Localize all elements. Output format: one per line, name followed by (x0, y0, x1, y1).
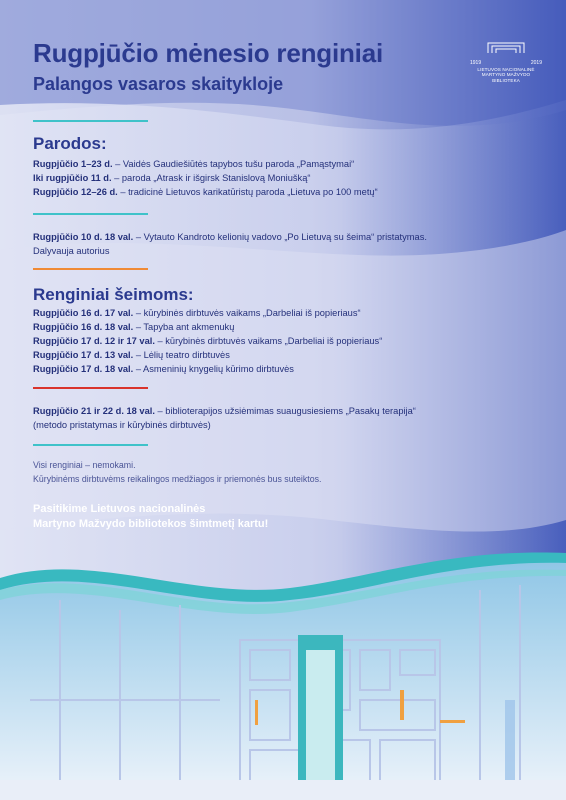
exhibitions-heading: Parodos: (33, 134, 107, 153)
therapy-event-note: (metodo pristatymas ir kūrybinės dirbtuvės) (33, 420, 211, 430)
therapy-event: Rugpjūčio 21 ir 22 d. 18 val. – biblioterapijos užsiėmimas suaugusiesiems „Pasakų terapija“ (33, 406, 416, 416)
presentation-event: Rugpjūčio 10 d. 18 val. – Vytauto Kandroto kelionių vadovo „Po Lietuvą su šeima“ pristatymas. (33, 232, 427, 242)
logo-org-name (470, 67, 542, 83)
list-item: Rugpjūčio 1–23 d. – Vaidės Gaudiešiūtės tapybos tušu paroda „Pamąstymai“ (33, 159, 355, 169)
logo-org-line: BIBLIOTEKA (492, 77, 520, 83)
divider-teal (33, 120, 148, 122)
families-heading: Renginiai šeimoms: (33, 285, 194, 304)
logo-org-line: LIETUVOS NACIONALINĖ (477, 67, 535, 72)
list-item: Rugpjūčio 16 d. 18 val. – Tapyba ant akmenukų (33, 322, 235, 332)
logo-year-start: 1919 (470, 60, 482, 66)
list-item: Rugpjūčio 17 d. 13 val. – Lėlių teatro dirbtuvės (33, 350, 230, 360)
list-item: Rugpjūčio 16 d. 17 val. – kūrybinės dirbtuvės vaikams „Darbeliai iš popieriaus“ (33, 308, 361, 318)
divider-teal (33, 444, 148, 446)
note-materials: Kūrybinėms dirbtuvėms reikalingos medžiagos ir priemonės bus suteiktos. (33, 474, 322, 484)
closing-line: Martyno Mažvydo bibliotekos šimtmetį kartu! (33, 518, 269, 530)
list-item: Rugpjūčio 17 d. 12 ir 17 val. – kūrybinės dirbtuvės vaikams „Darbeliai iš popieriaus“ (33, 336, 383, 346)
page-subtitle: Palangos vasaros skaitykloje (33, 74, 284, 94)
logo-org-line: MARTYNO MAŽVYDO (481, 72, 531, 78)
list-item: Iki rugpjūčio 11 d. – paroda „Atrask ir išgirsk Stanislovą Moniušką“ (33, 173, 311, 183)
logo-years (470, 60, 542, 66)
library-logo (470, 40, 542, 83)
list-item: Rugpjūčio 12–26 d. – tradicinė Lietuvos karikatūristų paroda „Lietuva po 100 metų“ (33, 187, 378, 197)
divider-red (33, 387, 148, 389)
page-title: Rugpjūčio mėnesio renginiai (33, 38, 383, 68)
divider-orange (33, 268, 148, 270)
divider-teal (33, 213, 148, 215)
building-icon (484, 40, 528, 54)
logo-year-end: 2019 (530, 60, 542, 66)
list-item: Rugpjūčio 17 d. 18 val. – Asmeninių knygelių kūrimo dirbtuvės (33, 364, 294, 374)
closing-line: Pasitikime Lietuvos nacionalinės (33, 503, 206, 515)
presentation-event-note: Dalyvauja autorius (33, 246, 110, 256)
note-free: Visi renginiai – nemokami. (33, 460, 136, 470)
